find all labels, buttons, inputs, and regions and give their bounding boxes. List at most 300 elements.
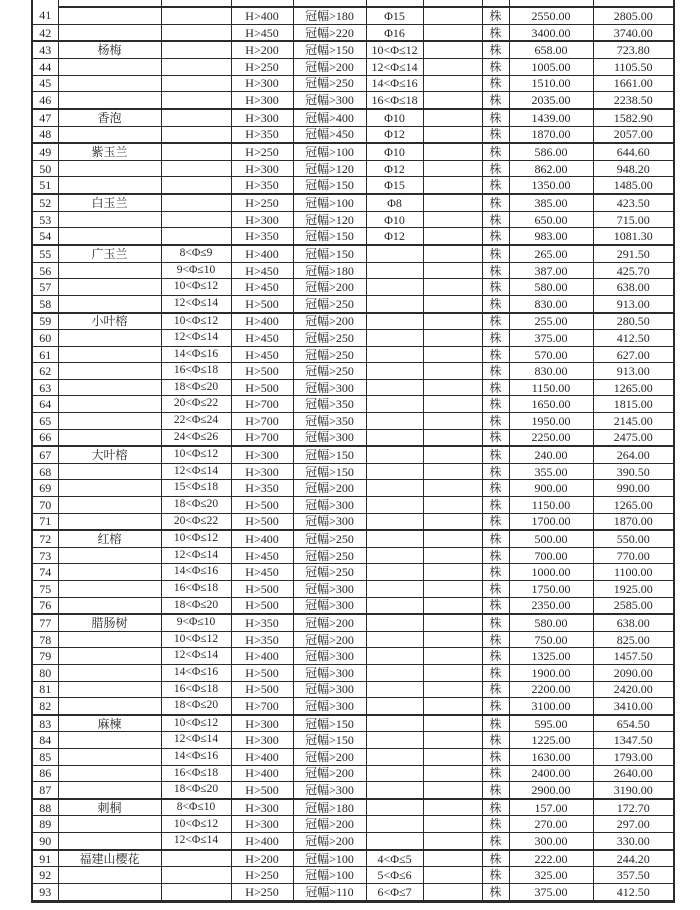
cell-spec: 18<Φ≤20 xyxy=(161,782,231,799)
cell-crown-width: 冠幅>100 xyxy=(293,850,366,867)
table-row xyxy=(32,681,674,698)
cell-price-adjusted: 913.00 xyxy=(593,295,674,312)
cell-row-number: 83 xyxy=(32,715,58,732)
cutoff-cell xyxy=(32,0,58,7)
cell-spec xyxy=(161,41,231,58)
cell-plant-name xyxy=(58,513,161,530)
cell-plant-name xyxy=(58,732,161,749)
cell-row-number: 80 xyxy=(32,665,58,682)
cell-price-adjusted: 2238.50 xyxy=(593,92,674,109)
cell-plant-name xyxy=(58,883,161,901)
cell-row-number: 44 xyxy=(32,59,58,76)
cell-diameter: Φ10 xyxy=(366,109,423,126)
cell-row-number: 92 xyxy=(32,867,58,884)
cell-height: H>450 xyxy=(231,24,293,41)
cell-height: H>300 xyxy=(231,715,293,732)
cell-diameter xyxy=(366,816,423,833)
cell-unit: 株 xyxy=(482,109,509,126)
cell-spec: 10<Φ≤12 xyxy=(161,446,231,463)
cell-spec xyxy=(161,160,231,177)
cell-plant-name xyxy=(58,580,161,597)
cell-crown-width: 冠幅>110 xyxy=(293,883,366,901)
cell-unit: 株 xyxy=(482,295,509,312)
table-row xyxy=(32,883,674,901)
cell-spec: 16<Φ≤18 xyxy=(161,363,231,380)
table-row xyxy=(32,109,674,126)
cell-crown-width: 冠幅>150 xyxy=(293,177,366,194)
cell-spec: 16<Φ≤18 xyxy=(161,765,231,782)
cell-unit: 株 xyxy=(482,867,509,884)
cell-plant-name: 紫玉兰 xyxy=(58,143,161,160)
cell-note xyxy=(423,313,482,330)
cell-spec: 10<Φ≤12 xyxy=(161,715,231,732)
cell-row-number: 67 xyxy=(32,446,58,463)
cell-height: H>500 xyxy=(231,597,293,614)
cell-note xyxy=(423,59,482,76)
cell-price: 385.00 xyxy=(509,194,593,211)
cell-price: 2900.00 xyxy=(509,782,593,799)
cell-plant-name xyxy=(58,126,161,143)
cell-price-adjusted: 1485.00 xyxy=(593,177,674,194)
cell-crown-width: 冠幅>300 xyxy=(293,496,366,513)
table-row xyxy=(32,850,674,867)
cell-unit: 株 xyxy=(482,749,509,766)
cell-diameter xyxy=(366,614,423,631)
cell-spec xyxy=(161,24,231,41)
cell-price: 1150.00 xyxy=(509,496,593,513)
cell-price-adjusted: 423.50 xyxy=(593,194,674,211)
cell-diameter xyxy=(366,681,423,698)
cell-diameter: Φ16 xyxy=(366,24,423,41)
cell-diameter: Φ8 xyxy=(366,194,423,211)
cell-price-adjusted: 1925.00 xyxy=(593,580,674,597)
cell-crown-width: 冠幅>300 xyxy=(293,580,366,597)
cell-spec: 24<Φ≤26 xyxy=(161,429,231,446)
cell-diameter xyxy=(366,732,423,749)
cell-diameter xyxy=(366,648,423,665)
cell-crown-width: 冠幅>300 xyxy=(293,665,366,682)
cell-plant-name xyxy=(58,665,161,682)
cell-crown-width: 冠幅>350 xyxy=(293,412,366,429)
cell-price: 2350.00 xyxy=(509,597,593,614)
cell-price-adjusted: 550.00 xyxy=(593,530,674,547)
cell-price: 265.00 xyxy=(509,245,593,262)
cell-price: 750.00 xyxy=(509,631,593,648)
cell-height: H>400 xyxy=(231,833,293,850)
cell-crown-width: 冠幅>450 xyxy=(293,126,366,143)
cell-diameter: Φ12 xyxy=(366,160,423,177)
cell-note xyxy=(423,681,482,698)
plant-price-table xyxy=(31,0,675,903)
cell-note xyxy=(423,564,482,581)
cell-price-adjusted: 1661.00 xyxy=(593,75,674,92)
cell-price: 387.00 xyxy=(509,262,593,279)
cell-spec: 18<Φ≤20 xyxy=(161,698,231,715)
table-row xyxy=(32,631,674,648)
cell-spec: 10<Φ≤12 xyxy=(161,279,231,296)
cell-unit: 株 xyxy=(482,715,509,732)
cell-note xyxy=(423,698,482,715)
table-row xyxy=(32,313,674,330)
cell-crown-width: 冠幅>250 xyxy=(293,295,366,312)
cell-note xyxy=(423,833,482,850)
table-row xyxy=(32,211,674,228)
cell-height: H>700 xyxy=(231,698,293,715)
cell-diameter: Φ12 xyxy=(366,126,423,143)
cell-crown-width: 冠幅>250 xyxy=(293,330,366,347)
cell-row-number: 58 xyxy=(32,295,58,312)
cell-price-adjusted: 2585.00 xyxy=(593,597,674,614)
cell-crown-width: 冠幅>250 xyxy=(293,530,366,547)
cell-spec: 10<Φ≤12 xyxy=(161,631,231,648)
cell-unit: 株 xyxy=(482,564,509,581)
cell-row-number: 74 xyxy=(32,564,58,581)
cell-spec xyxy=(161,850,231,867)
cell-plant-name: 腊肠树 xyxy=(58,614,161,631)
table-row xyxy=(32,749,674,766)
cell-unit: 株 xyxy=(482,496,509,513)
cell-row-number: 66 xyxy=(32,429,58,446)
cell-note xyxy=(423,7,482,24)
cell-height: H>500 xyxy=(231,782,293,799)
cell-spec: 16<Φ≤18 xyxy=(161,681,231,698)
cell-plant-name xyxy=(58,547,161,564)
cell-unit: 株 xyxy=(482,597,509,614)
cell-unit: 株 xyxy=(482,698,509,715)
cell-price-adjusted: 1457.50 xyxy=(593,648,674,665)
cell-price-adjusted: 3190.00 xyxy=(593,782,674,799)
cell-crown-width: 冠幅>200 xyxy=(293,313,366,330)
cell-height: H>300 xyxy=(231,799,293,816)
cell-price: 355.00 xyxy=(509,463,593,480)
cell-price-adjusted: 638.00 xyxy=(593,614,674,631)
cell-price-adjusted: 280.50 xyxy=(593,313,674,330)
cell-crown-width: 冠幅>300 xyxy=(293,429,366,446)
cell-price: 1630.00 xyxy=(509,749,593,766)
cell-price: 1700.00 xyxy=(509,513,593,530)
cell-note xyxy=(423,648,482,665)
table-row xyxy=(32,177,674,194)
cell-note xyxy=(423,547,482,564)
cell-unit: 株 xyxy=(482,379,509,396)
cell-plant-name xyxy=(58,262,161,279)
cell-height: H>350 xyxy=(231,614,293,631)
cell-plant-name xyxy=(58,749,161,766)
cell-height: H>400 xyxy=(231,648,293,665)
table-row xyxy=(32,363,674,380)
cell-diameter: Φ10 xyxy=(366,211,423,228)
cell-crown-width: 冠幅>300 xyxy=(293,698,366,715)
cell-height: H>300 xyxy=(231,160,293,177)
cell-row-number: 57 xyxy=(32,279,58,296)
cell-height: H>500 xyxy=(231,681,293,698)
cell-price-adjusted: 825.00 xyxy=(593,631,674,648)
cell-note xyxy=(423,41,482,58)
cell-spec: 12<Φ≤14 xyxy=(161,732,231,749)
cell-diameter xyxy=(366,580,423,597)
cell-spec: 12<Φ≤14 xyxy=(161,463,231,480)
cell-row-number: 45 xyxy=(32,75,58,92)
cell-price: 700.00 xyxy=(509,547,593,564)
cell-row-number: 46 xyxy=(32,92,58,109)
cell-crown-width: 冠幅>150 xyxy=(293,228,366,245)
cell-plant-name: 广玉兰 xyxy=(58,245,161,262)
cell-note xyxy=(423,799,482,816)
cell-unit: 株 xyxy=(482,194,509,211)
cell-note xyxy=(423,279,482,296)
cell-unit: 株 xyxy=(482,7,509,24)
cell-height: H>250 xyxy=(231,59,293,76)
cell-height: H>350 xyxy=(231,480,293,497)
cell-height: H>300 xyxy=(231,92,293,109)
cell-price-adjusted: 990.00 xyxy=(593,480,674,497)
table-row xyxy=(32,92,674,109)
cell-diameter xyxy=(366,346,423,363)
cell-diameter xyxy=(366,363,423,380)
cell-unit: 株 xyxy=(482,631,509,648)
cell-row-number: 71 xyxy=(32,513,58,530)
cell-note xyxy=(423,160,482,177)
cell-note xyxy=(423,850,482,867)
cell-row-number: 56 xyxy=(32,262,58,279)
cell-height: H>450 xyxy=(231,279,293,296)
cell-height: H>500 xyxy=(231,496,293,513)
cell-plant-name xyxy=(58,396,161,413)
cell-diameter xyxy=(366,396,423,413)
cell-price-adjusted: 2420.00 xyxy=(593,681,674,698)
cell-height: H>450 xyxy=(231,262,293,279)
cell-note xyxy=(423,330,482,347)
table-row xyxy=(32,665,674,682)
cell-plant-name xyxy=(58,228,161,245)
cell-diameter xyxy=(366,765,423,782)
cell-price: 1325.00 xyxy=(509,648,593,665)
cell-height: H>400 xyxy=(231,530,293,547)
table-row xyxy=(32,396,674,413)
cell-row-number: 48 xyxy=(32,126,58,143)
cell-diameter: 16<Φ≤18 xyxy=(366,92,423,109)
cell-price: 1350.00 xyxy=(509,177,593,194)
table-row xyxy=(32,245,674,262)
cell-height: H>700 xyxy=(231,412,293,429)
cell-spec: 8<Φ≤9 xyxy=(161,245,231,262)
table-row xyxy=(32,7,674,24)
cell-diameter xyxy=(366,799,423,816)
cell-height: H>700 xyxy=(231,429,293,446)
cell-note xyxy=(423,228,482,245)
cell-spec: 15<Φ≤18 xyxy=(161,480,231,497)
table-row xyxy=(32,732,674,749)
cell-crown-width: 冠幅>180 xyxy=(293,262,366,279)
cell-price-adjusted: 412.50 xyxy=(593,330,674,347)
cell-price: 1650.00 xyxy=(509,396,593,413)
cell-unit: 株 xyxy=(482,59,509,76)
cutoff-cell xyxy=(482,0,509,7)
table-row xyxy=(32,446,674,463)
cell-plant-name xyxy=(58,698,161,715)
cell-diameter xyxy=(366,513,423,530)
cell-unit: 株 xyxy=(482,648,509,665)
cell-note xyxy=(423,463,482,480)
cell-row-number: 41 xyxy=(32,7,58,24)
cell-price: 222.00 xyxy=(509,850,593,867)
cell-note xyxy=(423,665,482,682)
cell-row-number: 49 xyxy=(32,143,58,160)
cell-price: 1005.00 xyxy=(509,59,593,76)
cell-diameter xyxy=(366,715,423,732)
cell-price: 375.00 xyxy=(509,330,593,347)
table-row xyxy=(32,547,674,564)
cell-price-adjusted: 644.60 xyxy=(593,143,674,160)
cell-plant-name: 大叶榕 xyxy=(58,446,161,463)
cell-unit: 株 xyxy=(482,75,509,92)
cell-price: 580.00 xyxy=(509,279,593,296)
cell-diameter xyxy=(366,665,423,682)
cell-note xyxy=(423,867,482,884)
cell-crown-width: 冠幅>200 xyxy=(293,631,366,648)
table-row xyxy=(32,816,674,833)
cell-price-adjusted: 1265.00 xyxy=(593,496,674,513)
cell-crown-width: 冠幅>120 xyxy=(293,160,366,177)
cell-unit: 株 xyxy=(482,177,509,194)
table-row xyxy=(32,463,674,480)
cell-diameter xyxy=(366,547,423,564)
cell-height: H>250 xyxy=(231,194,293,211)
cell-price-adjusted: 264.00 xyxy=(593,446,674,463)
cell-unit: 株 xyxy=(482,92,509,109)
cell-price-adjusted: 1347.50 xyxy=(593,732,674,749)
table-row xyxy=(32,429,674,446)
cell-plant-name xyxy=(58,681,161,698)
cell-note xyxy=(423,379,482,396)
cell-row-number: 85 xyxy=(32,749,58,766)
table-row xyxy=(32,330,674,347)
cell-height: H>300 xyxy=(231,816,293,833)
cell-price-adjusted: 297.00 xyxy=(593,816,674,833)
cell-price-adjusted: 3740.00 xyxy=(593,24,674,41)
cell-height: H>450 xyxy=(231,330,293,347)
cell-note xyxy=(423,429,482,446)
cell-price: 1950.00 xyxy=(509,412,593,429)
cell-row-number: 78 xyxy=(32,631,58,648)
cell-crown-width: 冠幅>150 xyxy=(293,463,366,480)
table-row xyxy=(32,228,674,245)
cell-diameter: 10<Φ≤12 xyxy=(366,41,423,58)
cell-price-adjusted: 172.70 xyxy=(593,799,674,816)
cell-price: 900.00 xyxy=(509,480,593,497)
cell-plant-name: 小叶榕 xyxy=(58,313,161,330)
cell-diameter xyxy=(366,412,423,429)
cell-row-number: 76 xyxy=(32,597,58,614)
cell-plant-name xyxy=(58,295,161,312)
cell-plant-name xyxy=(58,279,161,296)
cell-height: H>500 xyxy=(231,513,293,530)
cell-diameter xyxy=(366,564,423,581)
cell-price-adjusted: 1793.00 xyxy=(593,749,674,766)
table-row xyxy=(32,782,674,799)
cell-diameter xyxy=(366,295,423,312)
cell-row-number: 65 xyxy=(32,412,58,429)
cell-crown-width: 冠幅>250 xyxy=(293,346,366,363)
cell-crown-width: 冠幅>300 xyxy=(293,597,366,614)
cell-price-adjusted: 2057.00 xyxy=(593,126,674,143)
cell-unit: 株 xyxy=(482,765,509,782)
cell-row-number: 72 xyxy=(32,530,58,547)
cell-height: H>450 xyxy=(231,547,293,564)
cell-unit: 株 xyxy=(482,782,509,799)
cell-price: 570.00 xyxy=(509,346,593,363)
cell-note xyxy=(423,143,482,160)
cell-spec: 14<Φ≤16 xyxy=(161,665,231,682)
cell-plant-name: 麻楝 xyxy=(58,715,161,732)
cell-unit: 株 xyxy=(482,833,509,850)
cell-height: H>700 xyxy=(231,396,293,413)
table-row xyxy=(32,295,674,312)
cell-price: 2400.00 xyxy=(509,765,593,782)
cell-spec: 20<Φ≤22 xyxy=(161,396,231,413)
cell-unit: 株 xyxy=(482,463,509,480)
cell-plant-name: 白玉兰 xyxy=(58,194,161,211)
table-row xyxy=(32,143,674,160)
cell-unit: 株 xyxy=(482,346,509,363)
cell-note xyxy=(423,782,482,799)
cell-price-adjusted: 723.80 xyxy=(593,41,674,58)
cell-price: 830.00 xyxy=(509,295,593,312)
cell-price-adjusted: 2090.00 xyxy=(593,665,674,682)
cell-price: 157.00 xyxy=(509,799,593,816)
cell-diameter: 12<Φ≤14 xyxy=(366,59,423,76)
cell-unit: 株 xyxy=(482,429,509,446)
cell-row-number: 59 xyxy=(32,313,58,330)
cell-unit: 株 xyxy=(482,245,509,262)
cell-crown-width: 冠幅>200 xyxy=(293,765,366,782)
cell-price-adjusted: 1265.00 xyxy=(593,379,674,396)
cell-price: 300.00 xyxy=(509,833,593,850)
cell-unit: 株 xyxy=(482,396,509,413)
cell-plant-name xyxy=(58,7,161,24)
cell-plant-name xyxy=(58,867,161,884)
table-row xyxy=(32,530,674,547)
cell-price: 3100.00 xyxy=(509,698,593,715)
cell-spec: 12<Φ≤14 xyxy=(161,833,231,850)
cell-diameter: Φ15 xyxy=(366,7,423,24)
table-row xyxy=(32,648,674,665)
cell-spec: 18<Φ≤20 xyxy=(161,496,231,513)
table-row xyxy=(32,24,674,41)
cell-price: 586.00 xyxy=(509,143,593,160)
cell-spec: 14<Φ≤16 xyxy=(161,564,231,581)
cell-price-adjusted: 1815.00 xyxy=(593,396,674,413)
cell-plant-name xyxy=(58,816,161,833)
cell-spec xyxy=(161,7,231,24)
cell-plant-name xyxy=(58,429,161,446)
cell-price: 1870.00 xyxy=(509,126,593,143)
cell-note xyxy=(423,194,482,211)
table-row xyxy=(32,41,674,58)
cell-row-number: 73 xyxy=(32,547,58,564)
table-row xyxy=(32,597,674,614)
cell-price-adjusted: 1081.30 xyxy=(593,228,674,245)
cell-note xyxy=(423,109,482,126)
cell-price: 270.00 xyxy=(509,816,593,833)
cell-crown-width: 冠幅>150 xyxy=(293,446,366,463)
cell-row-number: 50 xyxy=(32,160,58,177)
cell-price: 2550.00 xyxy=(509,7,593,24)
cell-plant-name xyxy=(58,160,161,177)
cell-diameter xyxy=(366,496,423,513)
cell-price-adjusted: 291.50 xyxy=(593,245,674,262)
cell-height: H>400 xyxy=(231,749,293,766)
